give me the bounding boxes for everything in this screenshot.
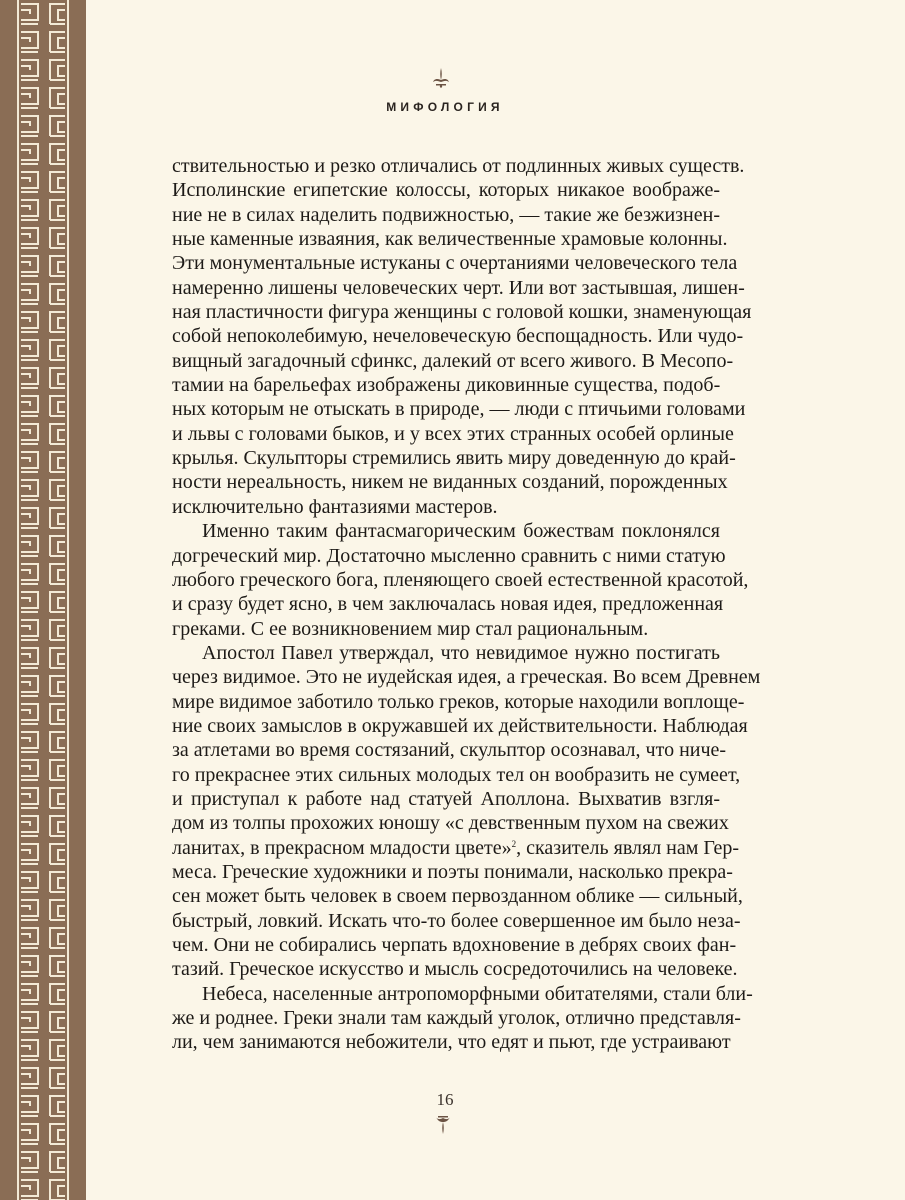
text-line: за атлетами во время состязаний, скульптор осознавал, что ниче- [172,739,727,762]
text-line: тамии на барельефах изображены диковинные существа, подоб- [172,374,721,397]
fleuron-icon [436,1116,450,1134]
text-line: и приступал к работе над статуей Аполлона. Выхватив взгля- [172,787,720,810]
text-line: ная пластичности фигура женщины с головой кошки, знаменующая [172,301,752,324]
text-line: мире видимое заботило только греков, которые находили воплоще- [172,690,745,713]
text-line: Апостол Павел утверждал, что невидимое нужно постигать [202,641,720,664]
text-line: ности нереальность, никем не виданных созданий, порожденных [172,471,728,494]
page-number: 16 [436,1090,454,1109]
text-line: же и роднее. Греки знали там каждый уголок, отлично представля- [172,1007,741,1030]
text-line: меса. Греческие художники и поэты понимали, насколько прекра- [172,860,733,883]
text-line: любого греческого бога, пленяющего своей естественной красотой, [172,568,749,591]
text-line: сен может быть человек в своем первозданном облике — сильный, [172,885,743,908]
text-fragment: , сказитель являл нам Гер- [516,836,739,859]
text-line: ные каменные изваяния, как величественные храмовые колонны. [172,228,728,251]
text-line: исключительно фантазиями мастеров. [172,495,498,518]
text-line: тазий. Греческое искусство и мысль сосредоточились на человеке. [172,958,738,981]
text-line: догреческий мир. Достаточно мысленно сравнить с ними статую [172,544,726,567]
text-line: и львы с головами быков, и у всех этих странных особей орлиные [172,422,734,445]
text-line: ние своих замыслов в окружавшей их действительности. Наблюдая [172,714,748,737]
text-line: ных которым не отыскать в природе, — люди с птичьими головами [172,398,746,421]
text-line: ли, чем занимаются небожители, что едят и пьют, где устраивают [172,1031,731,1054]
text-line: быстрый, ловкий. Искать что-то более совершенное им было неза- [172,909,741,932]
text-line: крылья. Скульпторы стремились явить миру доведенную до край- [172,447,736,470]
text-line: Эти монументальные истуканы с очертаниями человеческого тела [172,252,738,275]
greek-key-border [0,0,86,1200]
footnote-mark: 2 [511,838,517,849]
running-head: МИФОЛОГИЯ [386,100,504,114]
body-text [172,154,761,1055]
text-line: ние не в силах наделить подвижностью, — такие же безжизнен- [172,203,720,226]
text-line: собой непоколебимую, нечеловеческую беспощадность. Или чудо- [172,325,744,348]
text-line: дом из толпы прохожих юношу «с девственным пухом на свежих [172,812,729,835]
text-line: го прекраснее этих сильных молодых тел он вообразить не сумеет, [172,763,741,786]
text-line: через видимое. Это не иудейская идея, а греческая. Во всем Древнем [172,666,761,689]
text-line: Именно таким фантасмагорическим божествам поклонялся [202,520,720,543]
fleuron-icon [432,68,450,88]
text-line: намеренно лишены человеческих черт. Или вот застывшая, лишен- [172,276,745,299]
text-line: и сразу будет ясно, в чем заключалась новая идея, предложенная [172,593,724,616]
text-line: греками. С ее возникновением мир стал рациональным. [172,617,649,640]
text-fragment: ланитах, в прекрасном младости цвете» [172,836,512,859]
text-line: ствительностью и резко отличались от подлинных живых существ. [172,155,745,177]
text-line: Исполинские египетские колоссы, которых никакое воображе- [172,179,720,202]
text-line: вищный загадочный сфинкс, далекий от всего живого. В Месопо- [172,349,734,372]
text-line: чем. Они не собирались черпать вдохновение в дебрях своих фан- [172,934,737,956]
text-line-with-footnote [172,836,739,860]
text-line: Небеса, населенные антропоморфными обитателями, стали бли- [202,982,753,1005]
